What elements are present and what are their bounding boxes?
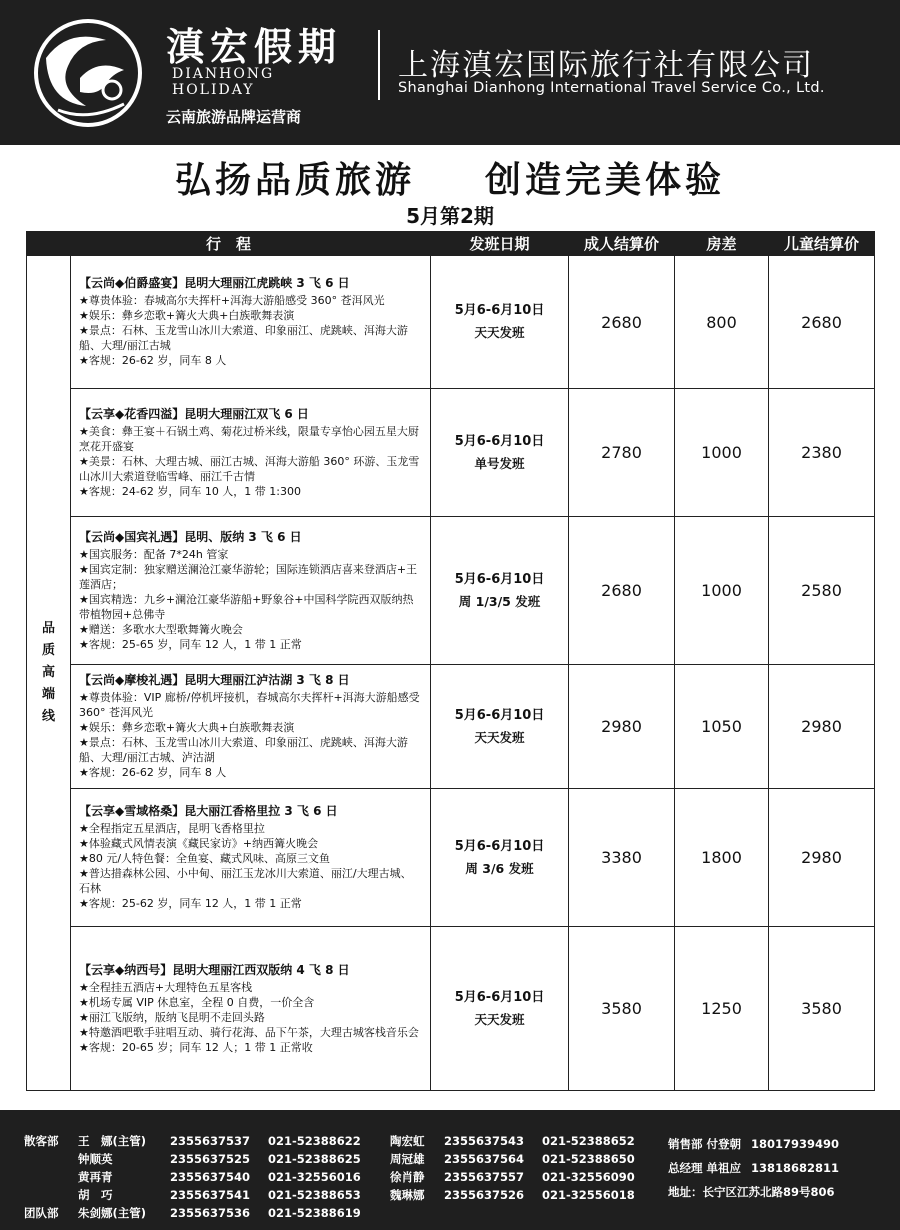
table-row: [27, 256, 875, 389]
contact-row: [24, 1150, 368, 1168]
departure-schedule: 周 1/3/5 发班: [458, 593, 541, 609]
category-label: 品质高端线: [27, 256, 71, 1091]
management-row: [668, 1156, 845, 1180]
contact-name: 周冠雄: [390, 1152, 425, 1166]
contact-phone: 2355637536: [170, 1206, 251, 1220]
child-price: 3580: [769, 927, 875, 1091]
contact-name: 徐肖静: [390, 1170, 425, 1184]
itinerary-detail: ★机场专属 VIP 休息室，全程 0 自费，一价全含: [79, 995, 315, 1009]
departure-schedule: 天天发班: [474, 729, 525, 745]
contact-name: 魏琳娜: [390, 1188, 425, 1202]
company-name-cn: 上海滇宏国际旅行社有限公司: [398, 48, 814, 83]
department-label: 团队部: [24, 1206, 59, 1220]
itinerary-detail: ★客规：24-62 岁，同车 10 人，1 带 1:300: [79, 484, 302, 498]
table-row: [27, 927, 875, 1091]
itinerary-detail: ★80 元/人特色餐：全鱼宴、藏式风味、高原三文鱼: [79, 852, 331, 865]
contact-tel: 021-52388622: [268, 1134, 361, 1148]
company-name-en: Shanghai Dianhong International Travel Service Co., Ltd.: [398, 80, 825, 96]
date-range: 5月6-6月10日: [454, 707, 545, 723]
itinerary-title: 【云享◆花香四溢】昆明大理丽江双飞 6 日: [79, 406, 309, 421]
itinerary-detail: ★娱乐：彝乡恋歌+篝火大典+白族歌舞表演: [79, 309, 295, 322]
contact-tel: 021-32556018: [542, 1188, 635, 1202]
management-label: 总经理 单祖应: [668, 1161, 742, 1175]
table-row: [27, 665, 875, 789]
itinerary-detail: ★普达措森林公园、小中甸、丽江玉龙冰川大索道、丽江/大理古城、石林: [79, 867, 412, 895]
child-price: 2680: [769, 256, 875, 389]
date-range: 5月6-6月10日: [454, 838, 545, 854]
contact-name: 陶宏虹: [390, 1134, 425, 1148]
contact-tel: 021-32556016: [268, 1170, 361, 1184]
contact-tel: 021-52388653: [268, 1188, 361, 1202]
itinerary-cell: [71, 927, 431, 1091]
col-header-adult-price: 成人结算价: [569, 232, 675, 256]
room-difference: 1800: [675, 789, 769, 927]
itinerary-detail: ★尊贵体验：春城高尔夫挥杆+洱海大游船感受 360° 苍洱风光: [79, 294, 385, 307]
itinerary-title: 【云享◆雪域格桑】昆大丽江香格里拉 3 飞 6 日: [79, 804, 338, 818]
contact-row: [24, 1132, 368, 1150]
brand-name-en-line2: HOLIDAY: [172, 82, 255, 98]
itinerary-detail: ★客规：26-62 岁，同车 8 人: [79, 766, 227, 779]
col-header-child-price: 儿童结算价: [769, 232, 875, 256]
contact-tel: 021-52388619: [268, 1206, 361, 1220]
contact-phone: 2355637540: [170, 1170, 251, 1184]
adult-price: 3380: [569, 789, 675, 927]
child-price: 2980: [769, 789, 875, 927]
col-header-date: 发班日期: [431, 232, 569, 256]
date-cell: [431, 665, 569, 789]
itinerary-cell: [71, 665, 431, 789]
table-row: [27, 389, 875, 517]
adult-price: 2780: [569, 389, 675, 517]
management-row: [668, 1132, 845, 1156]
itinerary-detail: ★景点：石林、玉龙雪山冰川大索道、印象丽江、虎跳峡、洱海大游船、大理/丽江古城、泸沽湖: [79, 736, 408, 764]
brand-name-en-line1: DIANHONG: [172, 66, 275, 82]
date-range: 5月6-6月10日: [454, 303, 545, 318]
brand-name-cn: 滇宏假期: [166, 24, 343, 69]
brand-slogan: 云南旅游品牌运营商: [166, 108, 302, 126]
headline-left: 弘扬品质旅游: [174, 160, 415, 201]
contact-phone: 2355637537: [170, 1134, 251, 1148]
contact-phone: 2355637557: [444, 1170, 525, 1184]
contact-tel: 021-52388625: [268, 1152, 361, 1166]
contact-row: [390, 1168, 642, 1186]
itinerary-detail: ★客规：25-65 岁，同车 12 人，1 带 1 正常: [79, 637, 302, 651]
headline-right: 创造完美体验: [485, 160, 726, 201]
child-price: 2380: [769, 389, 875, 517]
itinerary-detail: ★美食：彝王宴＋石锅土鸡、菊花过桥米线，限量专享怡心园五星大厨烹花开盛宴: [79, 424, 419, 453]
table-row: [27, 517, 875, 665]
departure-schedule: 周 3/6 发班: [465, 860, 534, 876]
itinerary-detail: ★客规：25-62 岁，同车 12 人，1 带 1 正常: [79, 897, 302, 910]
itinerary-detail: ★国宾定制：独家赠送澜沧江豪华游轮；国际连锁酒店喜来登酒店+王莲酒店；: [79, 562, 418, 591]
room-difference: 1000: [675, 517, 769, 665]
contact-phone: 2355637541: [170, 1188, 251, 1202]
headline: [0, 152, 900, 203]
departure-schedule: 天天发班: [474, 325, 525, 340]
contact-row: [24, 1204, 368, 1222]
departure-schedule: 天天发班: [474, 1011, 525, 1027]
date-cell: [431, 789, 569, 927]
itinerary-detail: ★赠送：多歌水大型歌舞篝火晚会: [79, 622, 243, 636]
date-cell: [431, 256, 569, 389]
management-phone: 18017939490: [751, 1137, 840, 1151]
adult-price: 2980: [569, 665, 675, 789]
itinerary-title: 【云享◆纳西号】昆明大理丽江西双版纳 4 飞 8 日: [79, 962, 350, 977]
itinerary-cell: [71, 389, 431, 517]
itinerary-detail: ★全程指定五星酒店，昆明飞香格里拉: [79, 822, 265, 835]
room-difference: 800: [675, 256, 769, 389]
itinerary-detail: ★丽江飞版纳，版纳飞昆明不走回头路: [79, 1010, 265, 1024]
contact-row: [24, 1168, 368, 1186]
room-difference: 1050: [675, 665, 769, 789]
management-label: 地址：长宁区江苏北路89号806: [668, 1185, 835, 1199]
child-price: 2580: [769, 517, 875, 665]
logo-swirl-icon: [28, 18, 148, 128]
contact-name: 钟顺英: [78, 1152, 113, 1166]
contact-phone: 2355637526: [444, 1188, 525, 1202]
itinerary-title: 【云尚◆伯爵盛宴】昆明大理丽江虎跳峡 3 飞 6 日: [79, 276, 350, 290]
header: [0, 0, 900, 145]
itinerary-detail: ★客规：20-65 岁；同车 12 人；1 带 1 正常收: [79, 1040, 313, 1054]
date-range: 5月6-6月10日: [454, 989, 545, 1005]
table-row: [27, 789, 875, 927]
itinerary-detail: ★体验藏式风情表演《藏民家访》+纳西篝火晚会: [79, 837, 319, 850]
itinerary-detail: ★客规：26-62 岁，同车 8 人: [79, 354, 227, 367]
management-label: 销售部 付登朝: [668, 1137, 742, 1151]
itinerary-detail: ★特邀酒吧歌手驻唱互动、骑行花海、品下午茶，大理古城客栈音乐会: [79, 1025, 419, 1039]
itinerary-detail: ★国宾服务：配备 7*24h 管家: [79, 547, 229, 561]
itinerary-detail: ★景点：石林、玉龙雪山冰川大索道、印象丽江、虎跳峡、洱海大游船、大理/丽江古城: [79, 324, 408, 352]
contact-tel: 021-52388650: [542, 1152, 635, 1166]
date-cell: [431, 517, 569, 665]
contact-name: 王 娜(主管): [78, 1134, 147, 1148]
date-cell: [431, 389, 569, 517]
itinerary-cell: [71, 789, 431, 927]
itinerary-title: 【云尚◆国宾礼遇】昆明、版纳 3 飞 6 日: [79, 529, 302, 544]
contact-name: 朱剑娜(主管): [78, 1206, 147, 1220]
col-header-room-diff: 房差: [675, 232, 769, 256]
footer-contacts: [0, 1110, 900, 1230]
management-phone: 13818682811: [751, 1161, 840, 1175]
contact-row: [24, 1186, 368, 1204]
contact-phone: 2355637564: [444, 1152, 525, 1166]
date-range: 5月6-6月10日: [454, 433, 545, 449]
table-header-row: [27, 232, 875, 256]
price-table: [26, 231, 875, 1091]
contact-row: [390, 1150, 642, 1168]
contact-name: 黄再青: [78, 1170, 113, 1184]
date-cell: [431, 927, 569, 1091]
child-price: 2980: [769, 665, 875, 789]
itinerary-cell: [71, 517, 431, 665]
department-label: 散客部: [24, 1134, 59, 1148]
itinerary-title: 【云尚◆摩梭礼遇】昆明大理丽江泸沽湖 3 飞 8 日: [79, 673, 350, 687]
room-difference: 1000: [675, 389, 769, 517]
adult-price: 2680: [569, 256, 675, 389]
management-row: [668, 1180, 845, 1204]
itinerary-detail: ★美景：石林、大理古城、丽江古城、洱海大游船 360° 环游、玉龙雪山冰川大索道登临雪峰、丽江千古情: [79, 454, 420, 483]
contact-row: [390, 1132, 642, 1150]
itinerary-detail: ★国宾精选：九乡+澜沧江豪华游船+野象谷+中国科学院西双版纳热带植物园+总佛寺: [79, 592, 414, 621]
contact-phone: 2355637525: [170, 1152, 251, 1166]
itinerary-detail: ★娱乐：彝乡恋歌+篝火大典+白族歌舞表演: [79, 721, 295, 734]
contact-tel: 021-32556090: [542, 1170, 635, 1184]
itinerary-cell: [71, 256, 431, 389]
adult-price: 3580: [569, 927, 675, 1091]
contact-phone: 2355637543: [444, 1134, 525, 1148]
contact-name: 胡 巧: [78, 1188, 113, 1202]
contact-tel: 021-52388652: [542, 1134, 635, 1148]
date-range: 5月6-6月10日: [454, 571, 545, 587]
header-divider: [378, 30, 380, 100]
adult-price: 2680: [569, 517, 675, 665]
departure-schedule: 单号发班: [474, 455, 525, 471]
issue-number: 5月第2期: [406, 204, 494, 228]
itinerary-detail: ★全程挂五酒店+大理特色五星客栈: [79, 980, 253, 994]
itinerary-detail: ★尊贵体验：VIP 廊桥/停机坪接机，春城高尔夫挥杆+洱海大游船感受 360° 苍洱风光: [79, 691, 420, 719]
col-header-itinerary: 行 程: [27, 232, 431, 256]
contact-row: [390, 1186, 642, 1204]
room-difference: 1250: [675, 927, 769, 1091]
